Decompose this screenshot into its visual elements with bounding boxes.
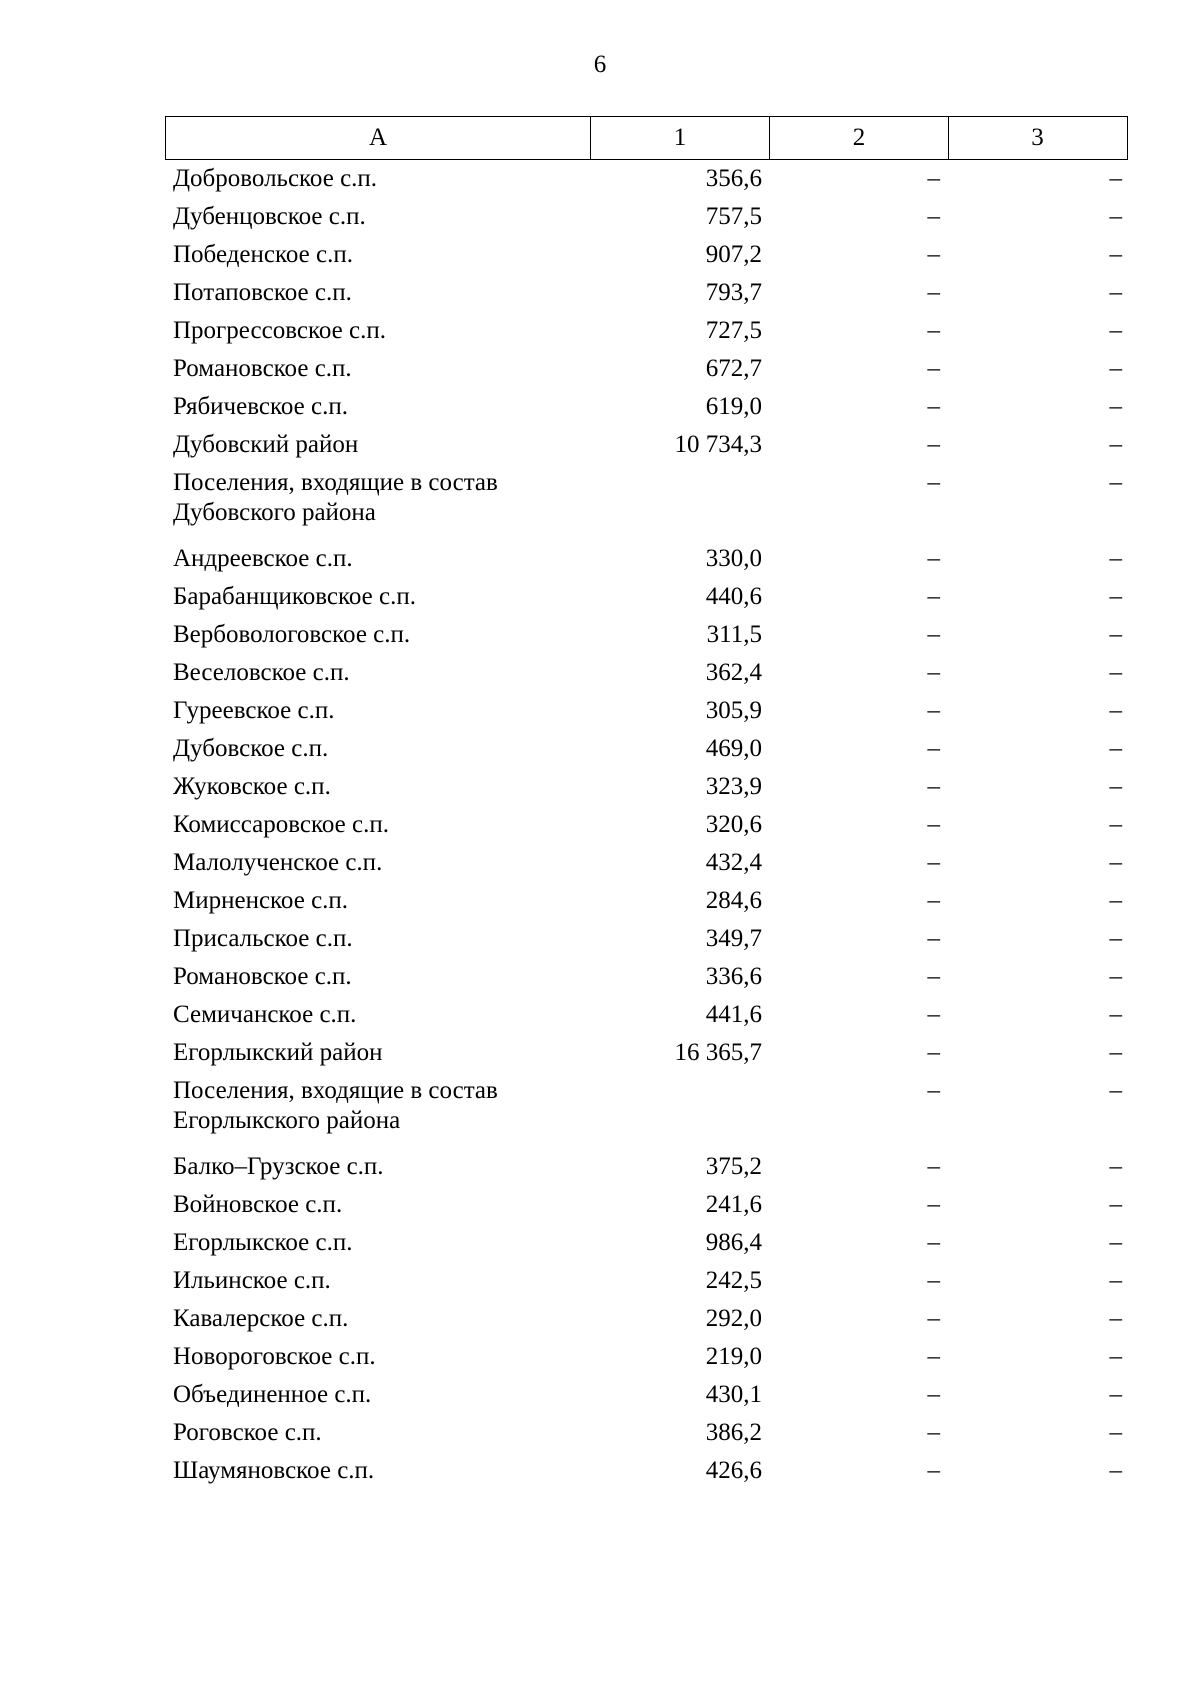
row-name: Дубовский район <box>173 431 359 458</box>
row-value-col-3: – <box>1109 203 1122 230</box>
table-row <box>165 616 1128 654</box>
table-row <box>165 996 1128 1034</box>
row-value-col-2: – <box>927 1305 940 1332</box>
row-value-col-1: 336,6 <box>705 963 762 990</box>
row-value-col-3: – <box>1109 697 1122 724</box>
row-value-col-3: – <box>1109 165 1122 192</box>
row-name: Поселения, входящие в состав Егорлыкского района <box>173 1077 498 1134</box>
row-name: Роговское с.п. <box>173 1419 322 1446</box>
row-value-col-1: 219,0 <box>705 1343 762 1370</box>
row-value-col-1: 362,4 <box>705 659 762 686</box>
row-value-col-3: – <box>1109 469 1122 496</box>
row-value-col-3: – <box>1109 1305 1122 1332</box>
row-value-col-3: – <box>1109 1267 1122 1294</box>
table-row <box>165 426 1128 464</box>
row-value-col-1: 356,6 <box>705 165 762 192</box>
row-name: Вербовологовское с.п. <box>173 621 411 648</box>
table-row <box>165 274 1128 312</box>
table-row <box>165 1034 1128 1072</box>
row-value-col-1: 469,0 <box>705 735 762 762</box>
row-value-col-2: – <box>927 583 940 610</box>
table-row <box>165 806 1128 844</box>
row-value-col-3: – <box>1109 887 1122 914</box>
row-value-col-1: 727,5 <box>705 317 762 344</box>
row-value-col-3: – <box>1109 1457 1122 1484</box>
row-name: Новороговское с.п. <box>173 1343 376 1370</box>
row-value-col-2: – <box>927 849 940 876</box>
row-value-col-3: – <box>1109 1229 1122 1256</box>
row-value-col-2: – <box>927 1457 940 1484</box>
row-name: Гуреевское с.п. <box>173 697 335 724</box>
table-row <box>165 464 1128 540</box>
row-value-col-2: – <box>927 165 940 192</box>
table-header <box>165 116 1128 160</box>
row-value-col-1: 793,7 <box>705 279 762 306</box>
row-value-col-1: 672,7 <box>705 355 762 382</box>
row-value-col-1: 757,5 <box>705 203 762 230</box>
row-name: Дубенцовское с.п. <box>173 203 366 230</box>
table-row <box>165 882 1128 920</box>
row-value-col-3: – <box>1109 431 1122 458</box>
row-value-col-3: – <box>1109 1419 1122 1446</box>
row-name: Добровольское с.п. <box>173 165 378 192</box>
row-value-col-3: – <box>1109 1343 1122 1370</box>
row-name: Дубовское с.п. <box>173 735 329 762</box>
table-row <box>165 654 1128 692</box>
row-value-col-2: – <box>927 279 940 306</box>
row-value-col-1: 432,4 <box>705 849 762 876</box>
row-value-col-2: – <box>927 735 940 762</box>
row-value-col-3: – <box>1109 1191 1122 1218</box>
row-value-col-3: – <box>1109 773 1122 800</box>
row-value-col-3: – <box>1109 279 1122 306</box>
row-value-col-1: 330,0 <box>705 545 762 572</box>
table-row <box>165 1452 1128 1490</box>
row-name: Объединенное с.п. <box>173 1381 372 1408</box>
row-value-col-3: – <box>1109 355 1122 382</box>
row-value-col-1: 284,6 <box>705 887 762 914</box>
row-name: Барабанщиковское с.п. <box>173 583 417 610</box>
row-value-col-2: – <box>927 1001 940 1028</box>
row-value-col-2: – <box>927 241 940 268</box>
row-value-col-1 <box>590 1076 769 1136</box>
row-value-col-1: 305,9 <box>705 697 762 724</box>
table-row <box>165 1224 1128 1262</box>
row-value-col-1: 320,6 <box>705 811 762 838</box>
table-row <box>165 312 1128 350</box>
header-col-1: 1 <box>591 117 770 159</box>
table-row <box>165 236 1128 274</box>
row-value-col-1: 323,9 <box>705 773 762 800</box>
table-row <box>165 1376 1128 1414</box>
table-row <box>165 578 1128 616</box>
table-row <box>165 1262 1128 1300</box>
row-value-col-1: 441,6 <box>705 1001 762 1028</box>
table-row <box>165 730 1128 768</box>
row-value-col-3: – <box>1109 849 1122 876</box>
table-body <box>165 160 1128 1490</box>
row-value-col-2: – <box>927 811 940 838</box>
row-value-col-2: – <box>927 393 940 420</box>
row-value-col-2: – <box>927 963 940 990</box>
row-value-col-1: 619,0 <box>705 393 762 420</box>
table-row <box>165 958 1128 996</box>
row-value-col-3: – <box>1109 963 1122 990</box>
row-value-col-2: – <box>927 355 940 382</box>
row-value-col-1: 440,6 <box>705 583 762 610</box>
row-name: Балко–Грузское с.п. <box>173 1153 384 1180</box>
row-name: Мирненское с.п. <box>173 887 349 914</box>
row-value-col-3: – <box>1109 811 1122 838</box>
row-value-col-1: 241,6 <box>705 1191 762 1218</box>
row-value-col-3: – <box>1109 1153 1122 1180</box>
page-number: 6 <box>593 51 607 78</box>
table-row <box>165 692 1128 730</box>
row-name: Егорлыкское с.п. <box>173 1229 353 1256</box>
row-name: Присальское с.п. <box>173 925 353 952</box>
header-col-2: 2 <box>770 117 949 159</box>
row-name: Шаумяновское с.п. <box>173 1457 375 1484</box>
row-name: Малолученское с.п. <box>173 849 383 876</box>
row-value-col-1: 292,0 <box>705 1305 762 1332</box>
table-row <box>165 198 1128 236</box>
row-value-col-2: – <box>927 203 940 230</box>
row-name: Романовское с.п. <box>173 355 352 382</box>
row-value-col-3: – <box>1109 317 1122 344</box>
row-value-col-1: 242,5 <box>705 1267 762 1294</box>
row-value-col-3: – <box>1109 659 1122 686</box>
table-row <box>165 1338 1128 1376</box>
table-row <box>165 1148 1128 1186</box>
row-value-col-1: 349,7 <box>705 925 762 952</box>
row-name: Жуковское с.п. <box>173 773 331 800</box>
row-value-col-1: 426,6 <box>705 1457 762 1484</box>
row-name: Андреевское с.п. <box>173 545 353 572</box>
table-row <box>165 540 1128 578</box>
row-name: Романовское с.п. <box>173 963 352 990</box>
row-name: Прогрессовское с.п. <box>173 317 386 344</box>
row-name: Победенское с.п. <box>173 241 354 268</box>
row-value-col-2: – <box>927 431 940 458</box>
row-value-col-2: – <box>927 1419 940 1446</box>
row-value-col-2: – <box>927 1343 940 1370</box>
row-value-col-1: 375,2 <box>705 1153 762 1180</box>
row-value-col-2: – <box>927 1267 940 1294</box>
row-name: Рябичевское с.п. <box>173 393 348 420</box>
row-value-col-2: – <box>927 887 940 914</box>
table-row <box>165 844 1128 882</box>
table-row <box>165 1414 1128 1452</box>
table-row <box>165 768 1128 806</box>
row-name: Веселовское с.п. <box>173 659 350 686</box>
row-value-col-3: – <box>1109 393 1122 420</box>
row-value-col-2: – <box>927 697 940 724</box>
header-col-3: 3 <box>1031 124 1044 151</box>
header-col-a: А <box>166 117 591 159</box>
row-value-col-3: – <box>1109 1381 1122 1408</box>
row-value-col-3: – <box>1109 735 1122 762</box>
row-name: Потаповское с.п. <box>173 279 352 306</box>
row-value-col-3: – <box>1109 1077 1122 1104</box>
row-name: Поселения, входящие в состав Дубовского района <box>173 469 498 526</box>
table-row <box>165 388 1128 426</box>
row-value-col-2: – <box>927 1077 940 1104</box>
row-value-col-3: – <box>1109 1001 1122 1028</box>
row-value-col-2: – <box>927 317 940 344</box>
row-value-col-1: 907,2 <box>705 241 762 268</box>
row-value-col-2: – <box>927 621 940 648</box>
table-row <box>165 160 1128 198</box>
table-row <box>165 920 1128 958</box>
row-value-col-2: – <box>927 545 940 572</box>
row-name: Семичанское с.п. <box>173 1001 357 1028</box>
row-name: Комиссаровское с.п. <box>173 811 390 838</box>
row-value-col-3: – <box>1109 545 1122 572</box>
row-value-col-1: 430,1 <box>705 1381 762 1408</box>
row-value-col-2: – <box>927 1039 940 1066</box>
row-value-col-2: – <box>927 469 940 496</box>
table-row <box>165 1072 1128 1148</box>
table-row <box>165 1186 1128 1224</box>
row-name: Кавалерское с.п. <box>173 1305 349 1332</box>
row-value-col-1: 311,5 <box>706 621 762 648</box>
row-value-col-3: – <box>1109 583 1122 610</box>
row-value-col-1: 16 365,7 <box>674 1039 762 1066</box>
row-value-col-3: – <box>1109 1039 1122 1066</box>
row-value-col-2: – <box>927 925 940 952</box>
table-row <box>165 350 1128 388</box>
row-value-col-2: – <box>927 1381 940 1408</box>
row-value-col-2: – <box>927 1153 940 1180</box>
row-value-col-1 <box>590 468 769 528</box>
row-value-col-3: – <box>1109 621 1122 648</box>
row-name: Войновское с.п. <box>173 1191 343 1218</box>
row-value-col-1: 986,4 <box>705 1229 762 1256</box>
row-value-col-2: – <box>927 659 940 686</box>
row-value-col-2: – <box>927 1229 940 1256</box>
row-name: Егорлыкский район <box>173 1039 383 1066</box>
row-value-col-2: – <box>927 773 940 800</box>
row-name: Ильинское с.п. <box>173 1267 331 1294</box>
row-value-col-1: 10 734,3 <box>674 431 762 458</box>
row-value-col-1: 386,2 <box>705 1419 762 1446</box>
row-value-col-2: – <box>927 1191 940 1218</box>
row-value-col-3: – <box>1109 925 1122 952</box>
table-row <box>165 1300 1128 1338</box>
row-value-col-3: – <box>1109 241 1122 268</box>
